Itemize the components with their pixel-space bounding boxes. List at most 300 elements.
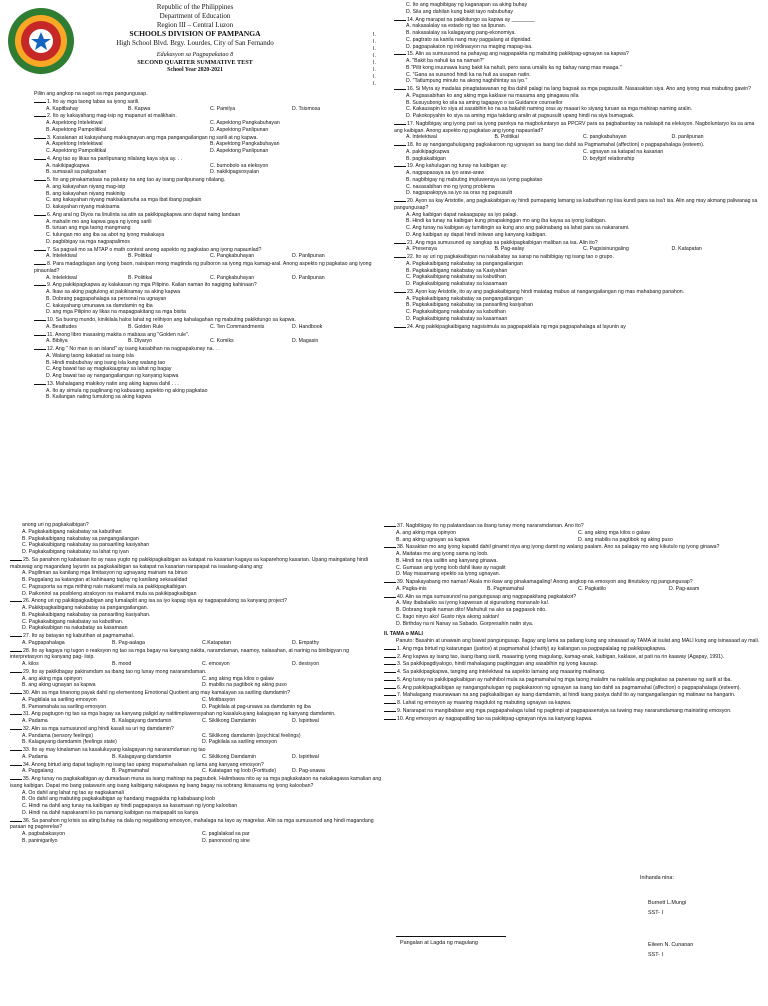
option: D. Magasin bbox=[292, 338, 319, 345]
option: C. Hindi na dahil ang tunay na kaibigan ay hindi pagpapasya sa kasamaan ng iyong kalooban bbox=[22, 803, 238, 809]
option: D. ang mga Pilipino ay likas na mapagpakitang sa mga bisita bbox=[46, 309, 186, 316]
question-text: 3. Kasalanan at kakayahang makiugnayan ang mga pangangailangan ng sarili at ng kapwa. bbox=[47, 134, 258, 141]
option: A. Ang kaibigan dapat nakaagapay sa iyo palagi. bbox=[406, 211, 518, 218]
question-text: 7. Mahalagang maunawaan na ang pagkakaibigan ay isang damdamin, at hindi isang pasiya dahil ito ay nangangailangan ng matinaw na hangarin. bbox=[397, 692, 736, 699]
option: D. panonood ng sine bbox=[202, 837, 250, 844]
question-text: 1. Ito ay mga taong labas sa iyong sarili. bbox=[47, 98, 140, 105]
option: B. Dobrang trapik naman dito! Mahuhuli na ako sa pagpasok nito. bbox=[396, 607, 547, 613]
options-row bbox=[10, 697, 382, 704]
options-row bbox=[34, 106, 374, 113]
question bbox=[34, 134, 374, 142]
question bbox=[384, 691, 760, 699]
question-text: 5. Ang tunay na pakikipagkaibigan ay nahihibol mula sa pagmamahal ng mga taong malalim na nakilala ang pagkatao sa panenaw ng sarili at iba. bbox=[397, 676, 732, 683]
question-text: 9. Nararapat na mangibabaw ang mga pagpapahalaga tulad ng pagtimpi at pagpapasensiya sa tuwing may nararamdamang mainisting emosyon. bbox=[397, 707, 732, 714]
question bbox=[34, 112, 374, 120]
options-row bbox=[34, 163, 374, 170]
question-text: 40. Alin sa mga sumusunod na pangungusap ang nagpapakitang pagkatakot? bbox=[397, 593, 577, 600]
answer-blank[interactable] bbox=[34, 134, 46, 139]
option: B. ang kakayahan niyang makiniig bbox=[46, 190, 125, 197]
section-marker: I. bbox=[373, 81, 376, 87]
question-text: 33. Ito ay may kinalaman sa kasalukuyang kalagayan ng nararamdaman ng tao bbox=[23, 747, 206, 753]
answer-blank[interactable] bbox=[10, 775, 22, 780]
answer-blank[interactable] bbox=[10, 689, 22, 694]
question bbox=[10, 725, 382, 733]
option: B. ang aking ugnayan sa kapwa bbox=[22, 682, 96, 689]
section-marker: I. bbox=[373, 60, 376, 66]
option: C. ang kakayahan niyang makisalamuha sa mga ibat ibang pagkain bbox=[46, 197, 202, 204]
option: A. Pagkakaibigang nakabatay sa pangangailangan bbox=[406, 295, 523, 302]
answer-blank[interactable] bbox=[10, 647, 22, 652]
option: B. Pagmamahal bbox=[487, 585, 524, 592]
question bbox=[384, 522, 760, 530]
question bbox=[10, 775, 382, 790]
option: A. ang aking mga opinyon bbox=[396, 529, 456, 536]
answer-blank[interactable] bbox=[10, 710, 22, 715]
option: B. sumasali sa paligsahan bbox=[46, 169, 107, 176]
option: C. Siklikong damdamin (psychical feelings) bbox=[202, 732, 301, 739]
option: A. Aspektong Intelektwal bbox=[46, 120, 103, 126]
option: A. Pagkakaibigang nakabatay sa kabutihan bbox=[22, 528, 122, 535]
option: D. Ang kaibigan ay dapat hindi iniiwan ang kanyang kaibigan. bbox=[406, 231, 547, 238]
question-text: 9. Ang pakikipagkapwa ay kalakasan ng mga Pilipino. Kailan naman ito nagiging kahinaan? bbox=[47, 282, 257, 289]
answer-blank[interactable] bbox=[34, 98, 46, 103]
option: C. tulungan mo ang iba sa abot ng iyong makakaya bbox=[46, 232, 165, 238]
options-row bbox=[10, 682, 382, 689]
answer-blank[interactable] bbox=[34, 155, 46, 160]
answer-blank[interactable] bbox=[394, 16, 406, 21]
option: B. Dobrang pagpapahalaga sa personal na ugnayan bbox=[46, 295, 167, 302]
answer-blank[interactable] bbox=[10, 746, 22, 751]
option: A. nakasalalay sa estado ng tao sa lipunan. bbox=[406, 23, 507, 30]
option: D. panlipunan bbox=[671, 134, 704, 141]
question bbox=[10, 817, 382, 832]
answer-blank[interactable] bbox=[10, 632, 22, 637]
option: A. ang aking mga opinyon bbox=[22, 675, 82, 682]
answer-blank[interactable] bbox=[10, 725, 22, 730]
option: A. Maitatas mo ang iyong sama ng loob. bbox=[396, 551, 489, 557]
answer-blank[interactable] bbox=[384, 715, 396, 720]
option: D. pagbibigay sa mga nagpapalimos bbox=[46, 238, 130, 245]
answer-blank[interactable] bbox=[384, 691, 396, 696]
question-text: 22. Ito ay uri ng pagkakaibigan na nakabatay sa sarap na naibibigay ng isang tao o grupo. bbox=[407, 254, 614, 260]
option: A. Intelektwal bbox=[46, 274, 77, 281]
answer-blank[interactable] bbox=[34, 260, 46, 265]
answer-blank[interactable] bbox=[384, 578, 396, 583]
option: B. mood bbox=[112, 661, 132, 667]
question-text: 7. Sa pagsali mo sa MTAP o math contest anong aspekto ng pagkatao ang iyong napaunlad? bbox=[47, 246, 262, 253]
option: C. pangkabuhayan bbox=[583, 134, 627, 141]
question-text: 4. Ang tao ay likas na panlipunang nilalang kaya siya ay. . . bbox=[47, 155, 183, 162]
question bbox=[384, 660, 760, 668]
answer-blank[interactable] bbox=[394, 162, 406, 167]
option: B. Oo dahil ang mabuting pagkakaibigan ay handang magpakita ng kababaang loob bbox=[22, 796, 215, 803]
options-row bbox=[10, 831, 382, 838]
answer-blank[interactable] bbox=[394, 197, 406, 202]
option: C. Kakausapin ko siya at sasabihin ko na sa bakahit naming oras ay maaari ko siyang turuan sa mga mahirap naming aralin. bbox=[406, 106, 693, 113]
section-marker: I. bbox=[373, 67, 376, 73]
question-text: 18. Ito ay nangangahulugang pagkakaroon ng ugnayan sa isang tao dahil sa Pagmamahal (affection) o pagpapahalaga (esteem). bbox=[407, 142, 705, 148]
option: C. ang aking mga kilos o galaw bbox=[202, 675, 274, 682]
answer-blank[interactable] bbox=[34, 176, 46, 181]
option: A. Intelektwal bbox=[46, 253, 77, 260]
option: B. Paggalang sa katangian at kahinaang taglay ng kanilang seksualidad bbox=[22, 577, 188, 583]
option: C. Itago ninyo ako! Gusto niya akong saktan! bbox=[396, 613, 500, 620]
question-text: 39. Napakayabang mo naman! Akala mo ikaw ang pinakamagaling! Anong angkop na emosyon ang itinutukoy ng pangungusap? bbox=[397, 579, 693, 585]
option: C. Pamilya bbox=[210, 105, 236, 112]
question bbox=[394, 253, 760, 261]
teacher-position: SST- I bbox=[648, 952, 663, 958]
answer-blank[interactable] bbox=[384, 543, 396, 548]
question bbox=[394, 16, 760, 24]
option: C. Gumaan ang iyong loob dahil ikaw ay nagalit bbox=[396, 564, 506, 571]
options-row bbox=[10, 768, 382, 775]
question bbox=[10, 632, 382, 640]
question-text: 19. Ang kahulugan ng tunay na kaibigan ay: bbox=[407, 163, 508, 170]
question-text: 2. Ang kapwa ay isang tao, isang ibang sarili, maaaring iyong magulang, kamag-anak, kaibigan, kaklase, at pati na rin kaaway (Agapay, 1991). bbox=[397, 653, 725, 660]
question bbox=[34, 155, 374, 163]
options-row bbox=[34, 338, 374, 345]
question-text: 36. Sa panahon ng krisis sa ating buhay na dala ng negatibong emosyon, mahalaga na tayo ay magrelax. Alin sa mga sumusunod ang hindi magandang paraan ng pagrerelax? bbox=[10, 817, 374, 831]
option: C. Komiks bbox=[210, 338, 234, 345]
question-text: 17. Nagbibigay ang iyong pari sa iyong parokya na magboluntaryo sa PPCRV para sa pagbabantay sa nalalapit na eleksyon. Nagboluntaryo ka sa ama ang kaibigan. Anong aspekto ng pagkatao ang iyong napaunlad? bbox=[394, 120, 755, 134]
option: C. Siklikong Damdamin bbox=[202, 753, 256, 760]
question bbox=[394, 85, 760, 93]
options-row bbox=[34, 253, 374, 260]
option: A. pakikipagkapwa bbox=[406, 148, 450, 155]
answer-blank[interactable] bbox=[34, 246, 46, 251]
question bbox=[34, 98, 374, 106]
option: A. Kapitbahay bbox=[46, 105, 79, 112]
options-row bbox=[394, 246, 760, 253]
option: D. Sila ang dahilan kung bakit tayo nabubuhay bbox=[406, 8, 513, 15]
answer-blank[interactable] bbox=[34, 281, 46, 286]
question bbox=[10, 647, 382, 662]
option: B. Kailangan nating tumulong sa aking kapwa bbox=[46, 394, 151, 401]
option: C. kakayahang umunawa sa damdamin ng iba bbox=[46, 302, 153, 309]
option: A. pagbabakasyon bbox=[22, 831, 65, 837]
option: D. Pagkakaibigan na nakabatay sa kasamaan bbox=[22, 625, 128, 632]
signature-line bbox=[396, 936, 506, 937]
option: B. Golden Rule bbox=[128, 323, 164, 330]
option: C. Pagsuporta sa mga mithing nais makamit mula sa pakikipagkaibigan bbox=[22, 583, 187, 590]
option: C. Aspektong Pangkabuhayan bbox=[210, 120, 280, 126]
options-row bbox=[34, 141, 374, 148]
option: A. nagpapasaya sa iyo araw-araw bbox=[406, 170, 485, 176]
options-row bbox=[10, 661, 382, 668]
question-text: 4. Sa pakikipagkapwa, tanging ang intelektwal na aspekto lamang ang maaaring malinang. bbox=[397, 669, 606, 675]
question bbox=[384, 707, 760, 715]
option: C. Katatagan ng loob (Fortitude) bbox=[202, 768, 277, 775]
option: B. Pagkakaibigang nakabatay sa pangangailangan bbox=[22, 535, 139, 542]
question bbox=[34, 380, 374, 388]
question bbox=[384, 578, 760, 586]
option: D. Katapatan bbox=[671, 246, 702, 253]
answer-blank[interactable] bbox=[394, 85, 406, 90]
option: A. Padama bbox=[22, 718, 48, 724]
question-text: 31. Ang pagtugon ng tao sa mga bagay sa kanyang paligid ay natitimpluwensyahan ng kasalukuyang kalagayan ng kanyang damdamin. bbox=[23, 711, 336, 718]
answer-blank[interactable] bbox=[34, 380, 46, 385]
column-2 bbox=[394, 2, 760, 500]
section-marker: I. bbox=[373, 53, 376, 59]
option: B. Politikal bbox=[494, 134, 519, 141]
option: D. "Tatlumpung minuto na akong naghihintay sa iyo." bbox=[406, 78, 528, 85]
option: A. Beatitudes bbox=[46, 323, 77, 330]
question bbox=[384, 645, 760, 653]
options-row bbox=[10, 704, 382, 711]
header-text bbox=[80, 3, 310, 74]
teacher-name: Eileen N. Cunanan bbox=[648, 942, 694, 948]
option: B. Pag-aalaga bbox=[112, 639, 145, 646]
answer-blank[interactable] bbox=[10, 556, 22, 561]
option: A. "Bakit ba nahuli ka na naman?" bbox=[406, 58, 485, 64]
option: D. pagpapakaton ng inklinasyon na maging mapag-isa. bbox=[406, 43, 533, 50]
question-text: 11. Anong libro masasing makita o mabasa ang "Golden rule". bbox=[47, 331, 190, 338]
option: C. Pangkabuhayan bbox=[210, 253, 255, 260]
option: A. Ikaw sa aking pagtulong at pakikiramay sa aking kapwa bbox=[46, 289, 181, 295]
question-text: 2. Ito ay kakayahang mag-isip ng mapanuri at malikhain. bbox=[47, 113, 177, 120]
options-row bbox=[10, 640, 382, 647]
answer-blank[interactable] bbox=[394, 239, 406, 244]
question bbox=[34, 345, 374, 353]
option: A. Pagkilala sa sariling emosyon bbox=[22, 696, 97, 703]
answer-blank[interactable] bbox=[384, 653, 396, 658]
question-text: 1. Ang mga birtud ng katarungan (justice) at pagmamahal (charity) ay kailangan sa pagpapalalag ng pakikipagkapwa. bbox=[397, 645, 667, 652]
option: B. Hindi ka tunay na kaibigan kung pinapakinggan mo ang iba kaysa sa iyong kaibigan. bbox=[406, 218, 607, 225]
question bbox=[384, 668, 760, 676]
answer-blank[interactable] bbox=[394, 141, 406, 146]
answer-blank[interactable] bbox=[384, 645, 396, 650]
answer-blank[interactable] bbox=[384, 522, 396, 527]
answer-blank[interactable] bbox=[384, 676, 396, 681]
option: C. ang aking mga kilos o galaw bbox=[578, 529, 650, 536]
column-4 bbox=[384, 522, 760, 892]
option: D. Pakokopyahin ko siya sa aming mga takdang aralin at pagsusulit upang hindi na siya bumagsak. bbox=[406, 113, 635, 119]
option: A. Aspektong Intelektwal bbox=[46, 141, 103, 148]
option: B. Kalagayang damdamin bbox=[112, 753, 172, 760]
header-line: Department of Education bbox=[159, 11, 231, 20]
answer-blank[interactable] bbox=[34, 211, 46, 216]
option: D. boyfgirl relationship bbox=[583, 155, 635, 162]
option: D. ang mabilis na pagtibok ng aking puso bbox=[578, 536, 673, 543]
question bbox=[394, 239, 760, 247]
option: C. Ten Commandments bbox=[210, 323, 265, 330]
option: B. Pagkakaibigang nakabatay sa Kasiyahan bbox=[406, 267, 508, 274]
question bbox=[384, 653, 760, 661]
option: D. Pag-asam bbox=[669, 585, 700, 592]
option: C. Pagsisinungaling bbox=[583, 246, 629, 253]
option: C. Ang tunay na kaibigan ay tumitingin sa kung ano ang pakinabang sa lahat para sa nakararami. bbox=[406, 225, 630, 231]
option: A. Pagiliman sa kanilang mga limitasyon ng ugnayang mainam na binuo bbox=[22, 570, 188, 577]
question-text: 26. Anong uri ng pakikipagkaibigan ang lumalaplit ang isa sa iyo kapag siya ay nagpapatulong sa kanyang project? bbox=[23, 598, 287, 605]
answer-blank[interactable] bbox=[10, 817, 22, 822]
section-marker: I. bbox=[373, 32, 376, 38]
question bbox=[34, 176, 374, 184]
options-row bbox=[394, 156, 760, 163]
option: C. pagtrato sa kanila nang may paggalang at dignidad. bbox=[406, 36, 532, 43]
answer-blank[interactable] bbox=[384, 660, 396, 665]
options-row bbox=[384, 537, 760, 544]
option: D. Aspektong Panlipunan bbox=[210, 126, 269, 133]
answer-blank[interactable] bbox=[394, 288, 406, 293]
question bbox=[394, 141, 760, 149]
answer-blank[interactable] bbox=[10, 668, 22, 673]
option: B. Pagkakaibigang nakabatay sa pansariling kasiyahan. bbox=[22, 611, 151, 618]
option: C. emosyon bbox=[202, 661, 230, 667]
option: B. paninigarilyo bbox=[22, 837, 58, 844]
option: C.Katapatan bbox=[202, 639, 231, 646]
question-text: 37. Nagbibigay ito ng palatandaan sa ibang tunay mong nararamdaman. Ano ito? bbox=[397, 523, 584, 529]
option: B. nakasalalay sa kalagayang pang-ekonomiya. bbox=[406, 30, 516, 36]
option: B. Pag-aalay bbox=[494, 246, 525, 253]
option: D. Birthday na ni Nanay sa Sabado. Gorpresahin natin siya. bbox=[396, 620, 534, 627]
option: D. Pagkilala at pag-unawa sa damdamin ng iba bbox=[202, 703, 311, 710]
option: D. Paikonirol sa posibleng atraksyon na makamit mula sa pakikipagkaibigan bbox=[22, 590, 197, 597]
option: C. bumobolo sa eleksyon bbox=[210, 162, 269, 169]
answer-blank[interactable] bbox=[34, 345, 46, 350]
option: C. Ito ang magbibigay ng kaganapan sa aking buhay bbox=[406, 2, 528, 8]
option: D. Ang bawat tao ay nangangailangan ng kanyang kapwa bbox=[46, 373, 179, 379]
option: B. Diyaryo bbox=[128, 338, 152, 345]
option: C. Ang bawat tao ay magkakaugnay sa lahat ng bagay bbox=[46, 366, 172, 373]
option: C. nasasabihan mo ng iyong problema bbox=[406, 183, 495, 190]
question bbox=[394, 50, 760, 58]
question-text: 30. Alin sa mga tinanong payak dahil ng elementong Emotional Quotient ang may kamalayan sa sariling damdamin? bbox=[23, 690, 291, 696]
option: B. Politikal bbox=[128, 274, 153, 281]
option: D. Pag-unawa bbox=[292, 768, 325, 775]
answer-blank[interactable] bbox=[384, 684, 396, 689]
option: A. Bibliya bbox=[46, 338, 68, 345]
options-row bbox=[10, 733, 382, 740]
option: A. Pakikipagkaibigang nakabatay sa pangangailangan. bbox=[22, 605, 149, 611]
question bbox=[384, 543, 760, 551]
prepared-by-label: Inihanda nina: bbox=[640, 875, 674, 881]
answer-blank[interactable] bbox=[384, 699, 396, 704]
question bbox=[394, 120, 760, 135]
answer-blank[interactable] bbox=[394, 253, 406, 258]
answer-blank[interactable] bbox=[384, 707, 396, 712]
question-text: 27. Ito ay batayan ng kabutihan at pagmamahal. bbox=[23, 633, 135, 639]
options-row bbox=[34, 127, 374, 134]
school-year: School Year 2020-2021 bbox=[167, 66, 223, 73]
option: B. Pagkakaibigang nakabatay sa pansariling kasiyahan bbox=[406, 302, 533, 309]
option: A. May ibabalaiko sa iyong kapwesan at siguradong mananalo ka!. bbox=[396, 600, 550, 607]
answer-blank[interactable] bbox=[384, 593, 396, 598]
test-title: SECOND QUARTER SUMMATIVE TEST bbox=[137, 59, 253, 67]
option: C. paglalakad sa par bbox=[202, 831, 250, 837]
option: A. Padama bbox=[22, 753, 48, 760]
question bbox=[34, 331, 374, 339]
question-text: 12. Ang " No man is an island" ay isang kasabihan na nagpapakunay na. . . bbox=[47, 346, 220, 352]
option: D. Handbook bbox=[292, 323, 323, 330]
question bbox=[34, 211, 374, 219]
option: D. nagpapakopya sa iyo sa oras ng pagsusulit bbox=[406, 190, 513, 197]
question bbox=[10, 746, 382, 754]
question-text: 8. Para madagdagan ang iyong baon, naisipan mong magtinda ng pulboron sa iyong mga kamag-aral. Anong aspekto ng pagkatao ang iyong pinaunlad? bbox=[34, 261, 372, 274]
answer-blank[interactable] bbox=[394, 50, 406, 55]
answer-blank[interactable] bbox=[10, 597, 22, 602]
question-text: 21. Ang mga sumusunod ay sangkap sa pakikipagkaibigan maliban sa isa. Alin ito? bbox=[407, 239, 598, 246]
options-row bbox=[10, 676, 382, 683]
question-text: 20. Ayon sa kay Aristotle, ang pagkakaibigan ay hindi pumapanig lamang sa kabutihan ng iisa kundi para sa isa't isa. Alin ang may akmang paliwanag sa pangungusap? bbox=[394, 198, 758, 211]
question-text: 14. Ang marapat na pakikitungo sa kapwa ay ________ bbox=[407, 16, 535, 23]
options-row bbox=[10, 754, 382, 761]
answer-blank[interactable] bbox=[34, 331, 46, 336]
option: D. mabilis na pagtibok ng aking puso bbox=[202, 682, 287, 689]
option: A. Pagkakaibigang nakabatay sa pangangailangan bbox=[406, 260, 523, 267]
subject-title: Edukasyon sa Pagpapakatao 8 bbox=[156, 51, 234, 59]
options-row bbox=[34, 120, 374, 127]
answer-blank[interactable] bbox=[10, 761, 22, 766]
question bbox=[34, 316, 374, 324]
option: A. Pandama (sensory feelings) bbox=[22, 732, 93, 739]
option: D. Pagkakaibigang nakabatay sa kasamaan bbox=[406, 315, 508, 322]
section-marker: I. bbox=[373, 74, 376, 80]
options-row bbox=[10, 739, 382, 746]
option: B. pagkakaibigan bbox=[406, 155, 446, 162]
option: A. Pagsasabihan ko ang aking mga kaklase na masama ang ginagawa nila bbox=[406, 92, 579, 99]
option: D. Pagkakaibigang nakabatay sa lahat ng iyan bbox=[22, 549, 129, 555]
option: B. Politikal bbox=[128, 253, 153, 260]
options-row bbox=[34, 324, 374, 331]
question-text: 32. Alin sa mga sumusunod ang hindi kasali sa uri ng damdamin? bbox=[23, 725, 174, 732]
answer-blank[interactable] bbox=[34, 316, 46, 321]
answer-blank[interactable] bbox=[384, 668, 396, 673]
option: B. Hindi na niya uulitin ang kanyang ginawa. bbox=[396, 557, 498, 564]
question bbox=[394, 288, 760, 296]
answer-blank[interactable] bbox=[34, 112, 46, 117]
teacher-position: SST- I bbox=[648, 910, 663, 916]
answer-blank[interactable] bbox=[394, 323, 406, 328]
option: B."Pilit kong inuunawa kung bakit ka nahuli, pero sana umalis ka ng bahay nang mas maaga." bbox=[406, 64, 622, 71]
text-line: anong uri ng pagkakaibigan? bbox=[22, 522, 89, 528]
option: C. Pagkakaibigang nakabatay sa pansariling kasiyahan bbox=[22, 542, 150, 549]
question-text: 23. Ayon kay Aristotle, ito ay ang pagkakaibigang hindi matatag mabuo at nangangailangan ng mas mahabang panahon. bbox=[407, 288, 685, 295]
option: B. Kalagayang damdamin bbox=[112, 718, 172, 724]
teacher-name: Burnett L.Mungi bbox=[648, 900, 687, 906]
option: C. Pangkabuhayan bbox=[210, 274, 255, 281]
option: D. Empathy bbox=[292, 639, 320, 646]
section-marker: I. bbox=[373, 39, 376, 45]
question bbox=[34, 260, 374, 275]
question bbox=[394, 162, 760, 170]
question bbox=[384, 676, 760, 684]
question bbox=[10, 689, 382, 697]
option: B. Hindi mabubuhay ang isang isla kung walang tao bbox=[46, 359, 166, 366]
option: B. Pamamahala sa sariling emosyon bbox=[22, 703, 107, 710]
header-line: Region III – Central Luzon bbox=[156, 20, 234, 29]
question-text: 35. Ang tunay na pagkakaibigan ay dumadaan muna sa isang mahirap na pagsubok. Halimbawa nito ay sa mga pagkakataon na nakakagawa kamalian ang isang kaibigan. Dapat mo bang patawarin ang isang kaibigang nakagawa ng isang bagay na sobrang ikinasama ng iyong kalooban? bbox=[10, 776, 382, 789]
school-address: High School Blvd. Brgy. Lourdes, City of San Fernando bbox=[116, 38, 274, 47]
text-line: Panuto: Basahin at unawain ang bawat pangungusap. Ilagay ang lama sa patlang kung ang sinasaad ay TAMA at isulat ang MALI kung ang isinasaad ay mali. bbox=[396, 638, 760, 644]
question-text: 25. Sa panahon ng kabataan ito ay nasa yugto ng pakikipagkaibigan sa katapat na kasarian kagaya sa kaparehong kasarian. Upang maingatang hindi mabuwag ang magandang layunin sa pagkakaibigan sa katapat na kasarian narapapat na isaalang-alang ang: bbox=[10, 556, 368, 570]
options-row bbox=[10, 838, 382, 845]
question bbox=[394, 197, 760, 212]
option: D. Panlipunan bbox=[292, 274, 325, 281]
option: A. ang kakayahan niyang mag-isip bbox=[46, 183, 126, 190]
answer-blank[interactable] bbox=[394, 120, 406, 125]
option: A. Paggalang bbox=[22, 768, 54, 775]
question bbox=[34, 281, 374, 289]
option: D. Hindi na dahil napakarami ko pa namang kaibigan na maipapalit sa kanya bbox=[22, 809, 199, 816]
option: B. nagbibigay ng mabuting impluwensya sa iyong pagkatao bbox=[406, 176, 543, 183]
option: B. Aspektong Pangkabuhayan bbox=[210, 141, 280, 148]
question-text: 34. Anong birtud ang dapat taglayin ng isang tao upang mapamahalaan ng lama ang kanyang emosyon? bbox=[23, 761, 264, 768]
document-header bbox=[0, 0, 385, 92]
option: C. Motibasyon bbox=[202, 696, 236, 703]
option: D. kakayahan niyang makisama bbox=[46, 204, 120, 210]
option: C. Pagkakaibigang nakabatay sa kabutihan. bbox=[22, 618, 124, 625]
option: A. mahalin mo ang kapwa gaya ng iyong sarili bbox=[46, 218, 152, 225]
